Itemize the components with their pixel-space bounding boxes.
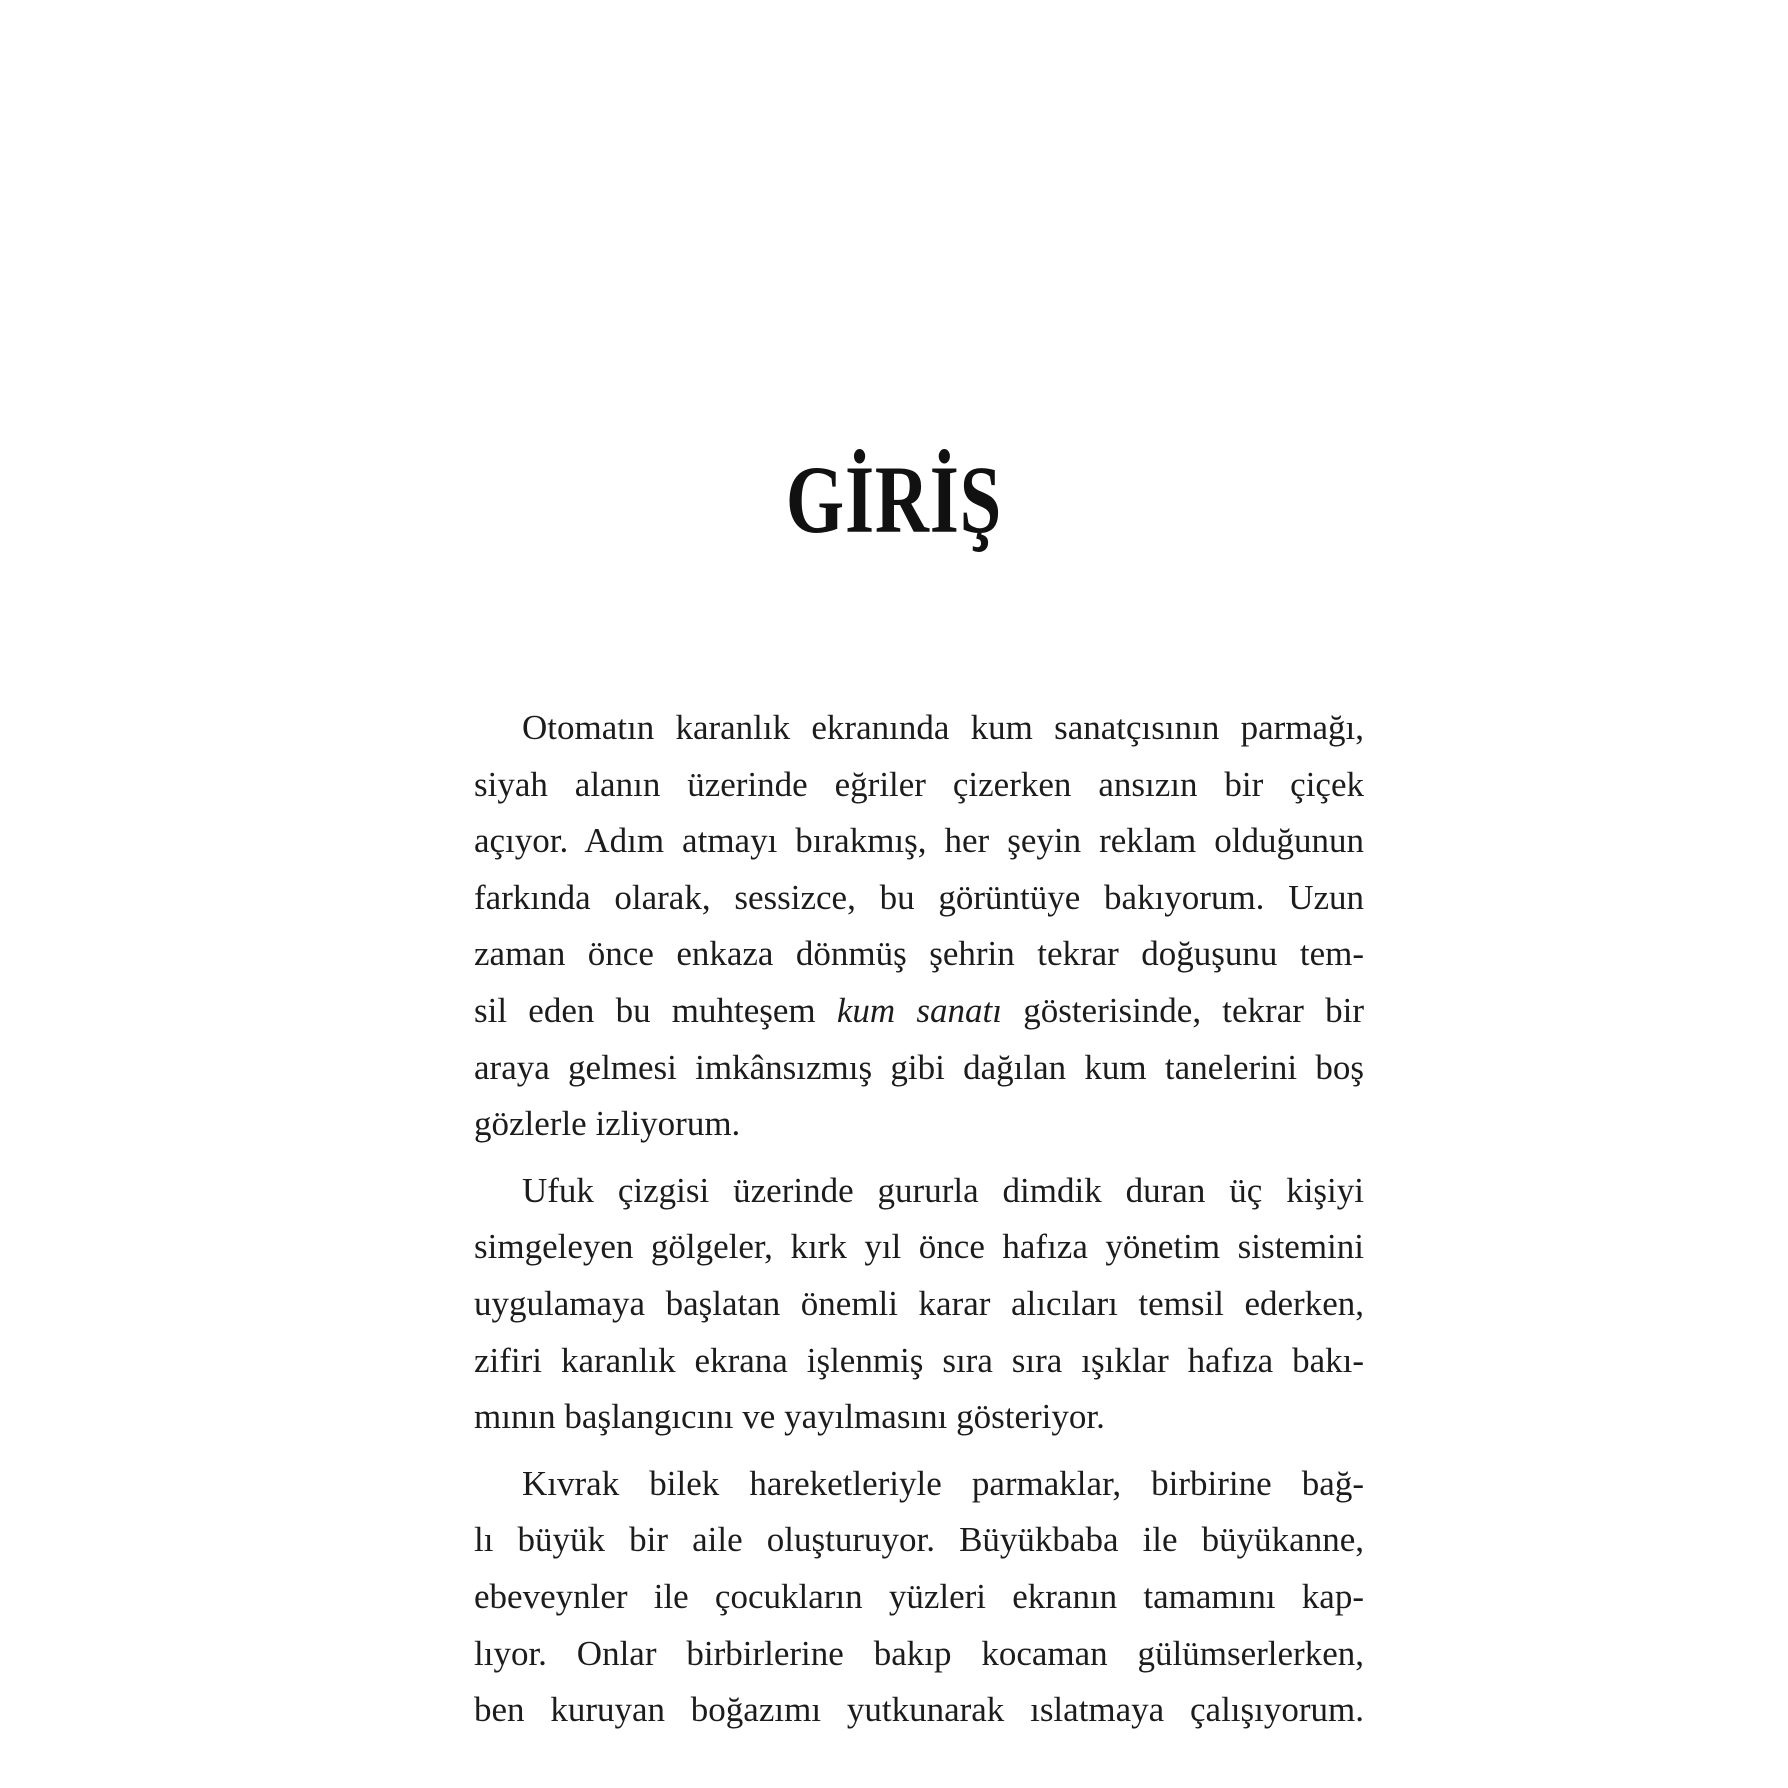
text-line: lıyor. Onlar birbirlerine bakıp kocaman gülümserlerken,: [474, 1633, 1364, 1673]
text-fragment: gösterisinde, tekrar bir: [1001, 990, 1365, 1030]
text-line: uygulamaya başlatan önemli karar alıcıları temsil ederken,: [474, 1283, 1364, 1323]
text-line: zifiri karanlık ekrana işlenmiş sıra sıra ışıklar hafıza bakı-: [474, 1340, 1364, 1380]
text-line: ebeveynler ile çocukların yüzleri ekranın tamamını kap-: [474, 1576, 1364, 1616]
text-line: açıyor. Adım atmayı bırakmış, her şeyin reklam olduğunun: [474, 821, 1364, 861]
italic-phrase: kum sanatı: [836, 990, 1002, 1030]
text-line: lı büyük bir aile oluşturuyor. Büyükbaba ile büyükanne,: [474, 1520, 1364, 1560]
text-line: siyah alanın üzerinde eğriler çizerken ansızın bir çiçek: [474, 764, 1364, 804]
paragraph-3: [474, 1456, 1364, 1739]
text-line: gözlerle izliyorum.: [474, 1104, 741, 1144]
text-line: araya gelmesi imkânsızmış gibi dağılan kum tanelerini boş: [474, 1047, 1364, 1087]
text-line: Ufuk çizgisi üzerinde gururla dimdik duran üç kişiyi: [522, 1170, 1364, 1210]
text-line: mının başlangıcını ve yayılmasını gösteriyor.: [474, 1397, 1105, 1437]
text-fragment: sil eden bu muhteşem: [474, 990, 837, 1030]
text-line: Kıvrak bilek hareketleriyle parmaklar, birbirine bağ-: [522, 1463, 1364, 1503]
text-line-with-italic: [474, 983, 1364, 1040]
text-line: ben kuruyan boğazımı yutkunarak ıslatmaya çalışıyorum.: [474, 1690, 1364, 1730]
chapter-title: GİRİŞ: [785, 446, 1003, 554]
text-line: farkında olarak, sessizce, bu görüntüye bakıyorum. Uzun: [474, 877, 1364, 917]
text-line: Otomatın karanlık ekranında kum sanatçısının parmağı,: [522, 708, 1364, 747]
paragraph-2: [474, 1163, 1364, 1446]
body-text: [474, 700, 1364, 1749]
paragraph-1: [474, 700, 1364, 1153]
text-line: zaman önce enkaza dönmüş şehrin tekrar doğuşunu tem-: [474, 934, 1364, 974]
text-line: simgeleyen gölgeler, kırk yıl önce hafıza yönetim sistemini: [474, 1227, 1364, 1267]
